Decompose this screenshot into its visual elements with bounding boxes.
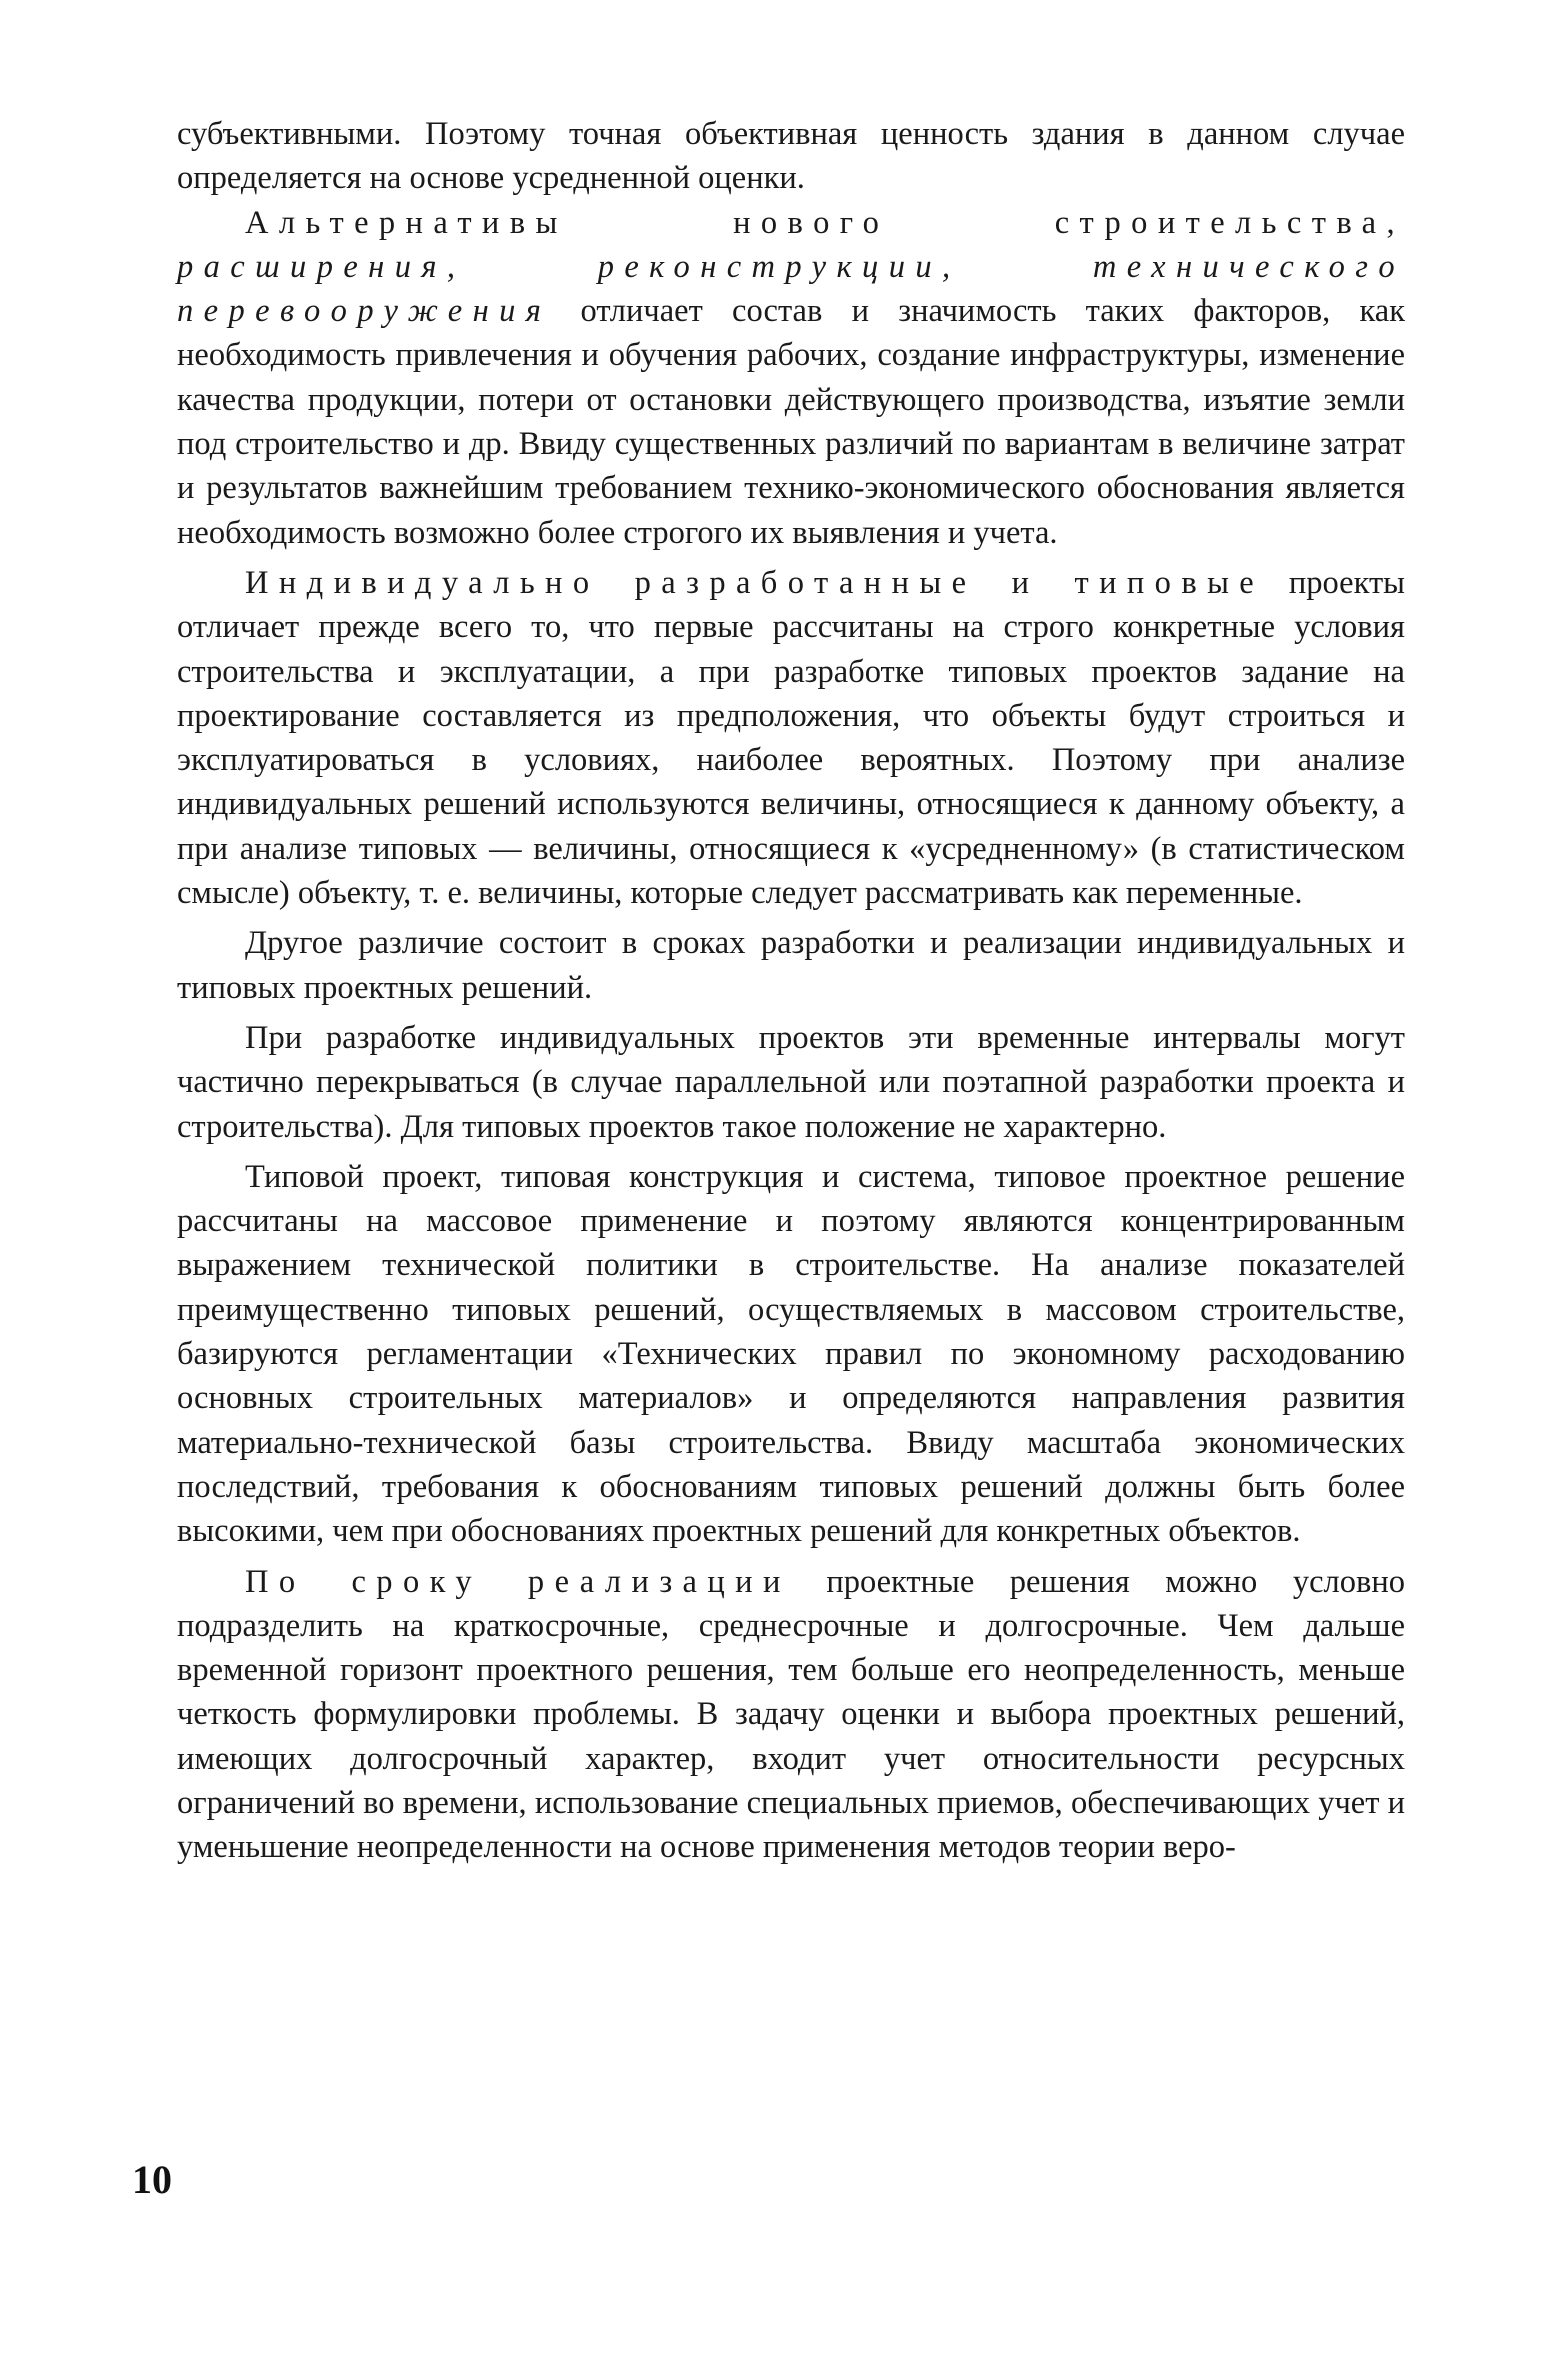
- paragraph-1-text: субъективными. Поэтому точная объективная ценность здания в данном случае определяется на основе усредненной оценки.: [177, 116, 1405, 197]
- paragraph-3-term: Индивидуально разработанные и типовые: [245, 564, 1265, 601]
- page-number: 10: [132, 2157, 172, 2202]
- paragraph-2-term-a: Альтернативы нового строительства,: [245, 204, 1405, 241]
- paragraph-6: [177, 1155, 1405, 1554]
- paragraph-4: [177, 921, 1405, 1010]
- paragraph-7: [177, 1560, 1405, 1870]
- paragraph-5-text: При разработке индивидуальных проектов эти временные интервалы могут частично перекрываться (в случае параллельной или поэтапной разработки проекта и строительства). Для типовых проектов такое положение не характерно.: [177, 1019, 1405, 1145]
- paragraph-2: [177, 201, 1405, 555]
- paragraph-7-term: По сроку реализации: [245, 1563, 791, 1600]
- paragraph-5: [177, 1016, 1405, 1149]
- paragraph-7-text: проектные решения можно условно подразделить на краткосрочные, среднесрочные и долгосрочные. Чем дальше временной горизонт проектного решения, тем больше его неопределенность, меньше четкость формулировки проблемы. В задачу оценки и выбора проектных решений, имеющих долгосрочный характер, входит учет относительности ресурсных ограничений во времени, использование специальных приемов, обеспечивающих учет и уменьшение неопределенности на основе применения методов теории веро-: [177, 1563, 1405, 1866]
- paragraph-4-text: Другое различие состоит в сроках разработки и реализации индивидуальных и типовых проектных решений.: [177, 925, 1405, 1006]
- paragraph-2-text: отличает состав и значимость таких факторов, как необходимость привлечения и обучения рабочих, создание инфраструктуры, изменение качества продукции, потери от остановки действующего производства, изъятие земли под строительство и др. Ввиду существенных различий по вариантам в величине затрат и результатов важнейшим требованием технико-экономического обоснования является необходимость возможно более строгого их выявления и учета.: [177, 293, 1405, 551]
- paragraph-3: [177, 561, 1405, 915]
- paragraph-1: [177, 112, 1405, 201]
- paragraph-2-term-b: расширения, реконструкции, технического перевооружения: [177, 248, 1405, 330]
- page-body: [177, 112, 1405, 1870]
- paragraph-3-text: проекты отличает прежде всего то, что первые рассчитаны на строго конкретные условия строительства и эксплуатации, а при разработке типовых проектов задание на проектирование составляется из предположения, что объекты будут строиться и эксплуатироваться в условиях, наиболее вероятных. Поэтому при анализе индивидуальных решений используются величины, относящиеся к данному объекту, а при анализе типовых — величины, относящиеся к «усредненному» (в статистическом смысле) объекту, т. е. величины, которые следует рассматривать как переменные.: [177, 564, 1405, 912]
- paragraph-6-text: Типовой проект, типовая конструкция и система, типовое проектное решение рассчитаны на массовое применение и поэтому являются концентрированным выражением технической политики в строительстве. На анализе показателей преимущественно типовых решений, осуществляемых в массовом строительстве, базируются регламентации «Технических правил по экономному расходованию основных строительных материалов» и определяются направления развития материально-технической базы строительства. Ввиду масштаба экономических последствий, требования к обоснованиям типовых решений должны быть более высокими, чем при обоснованиях проектных решений для конкретных объектов.: [177, 1158, 1405, 1550]
